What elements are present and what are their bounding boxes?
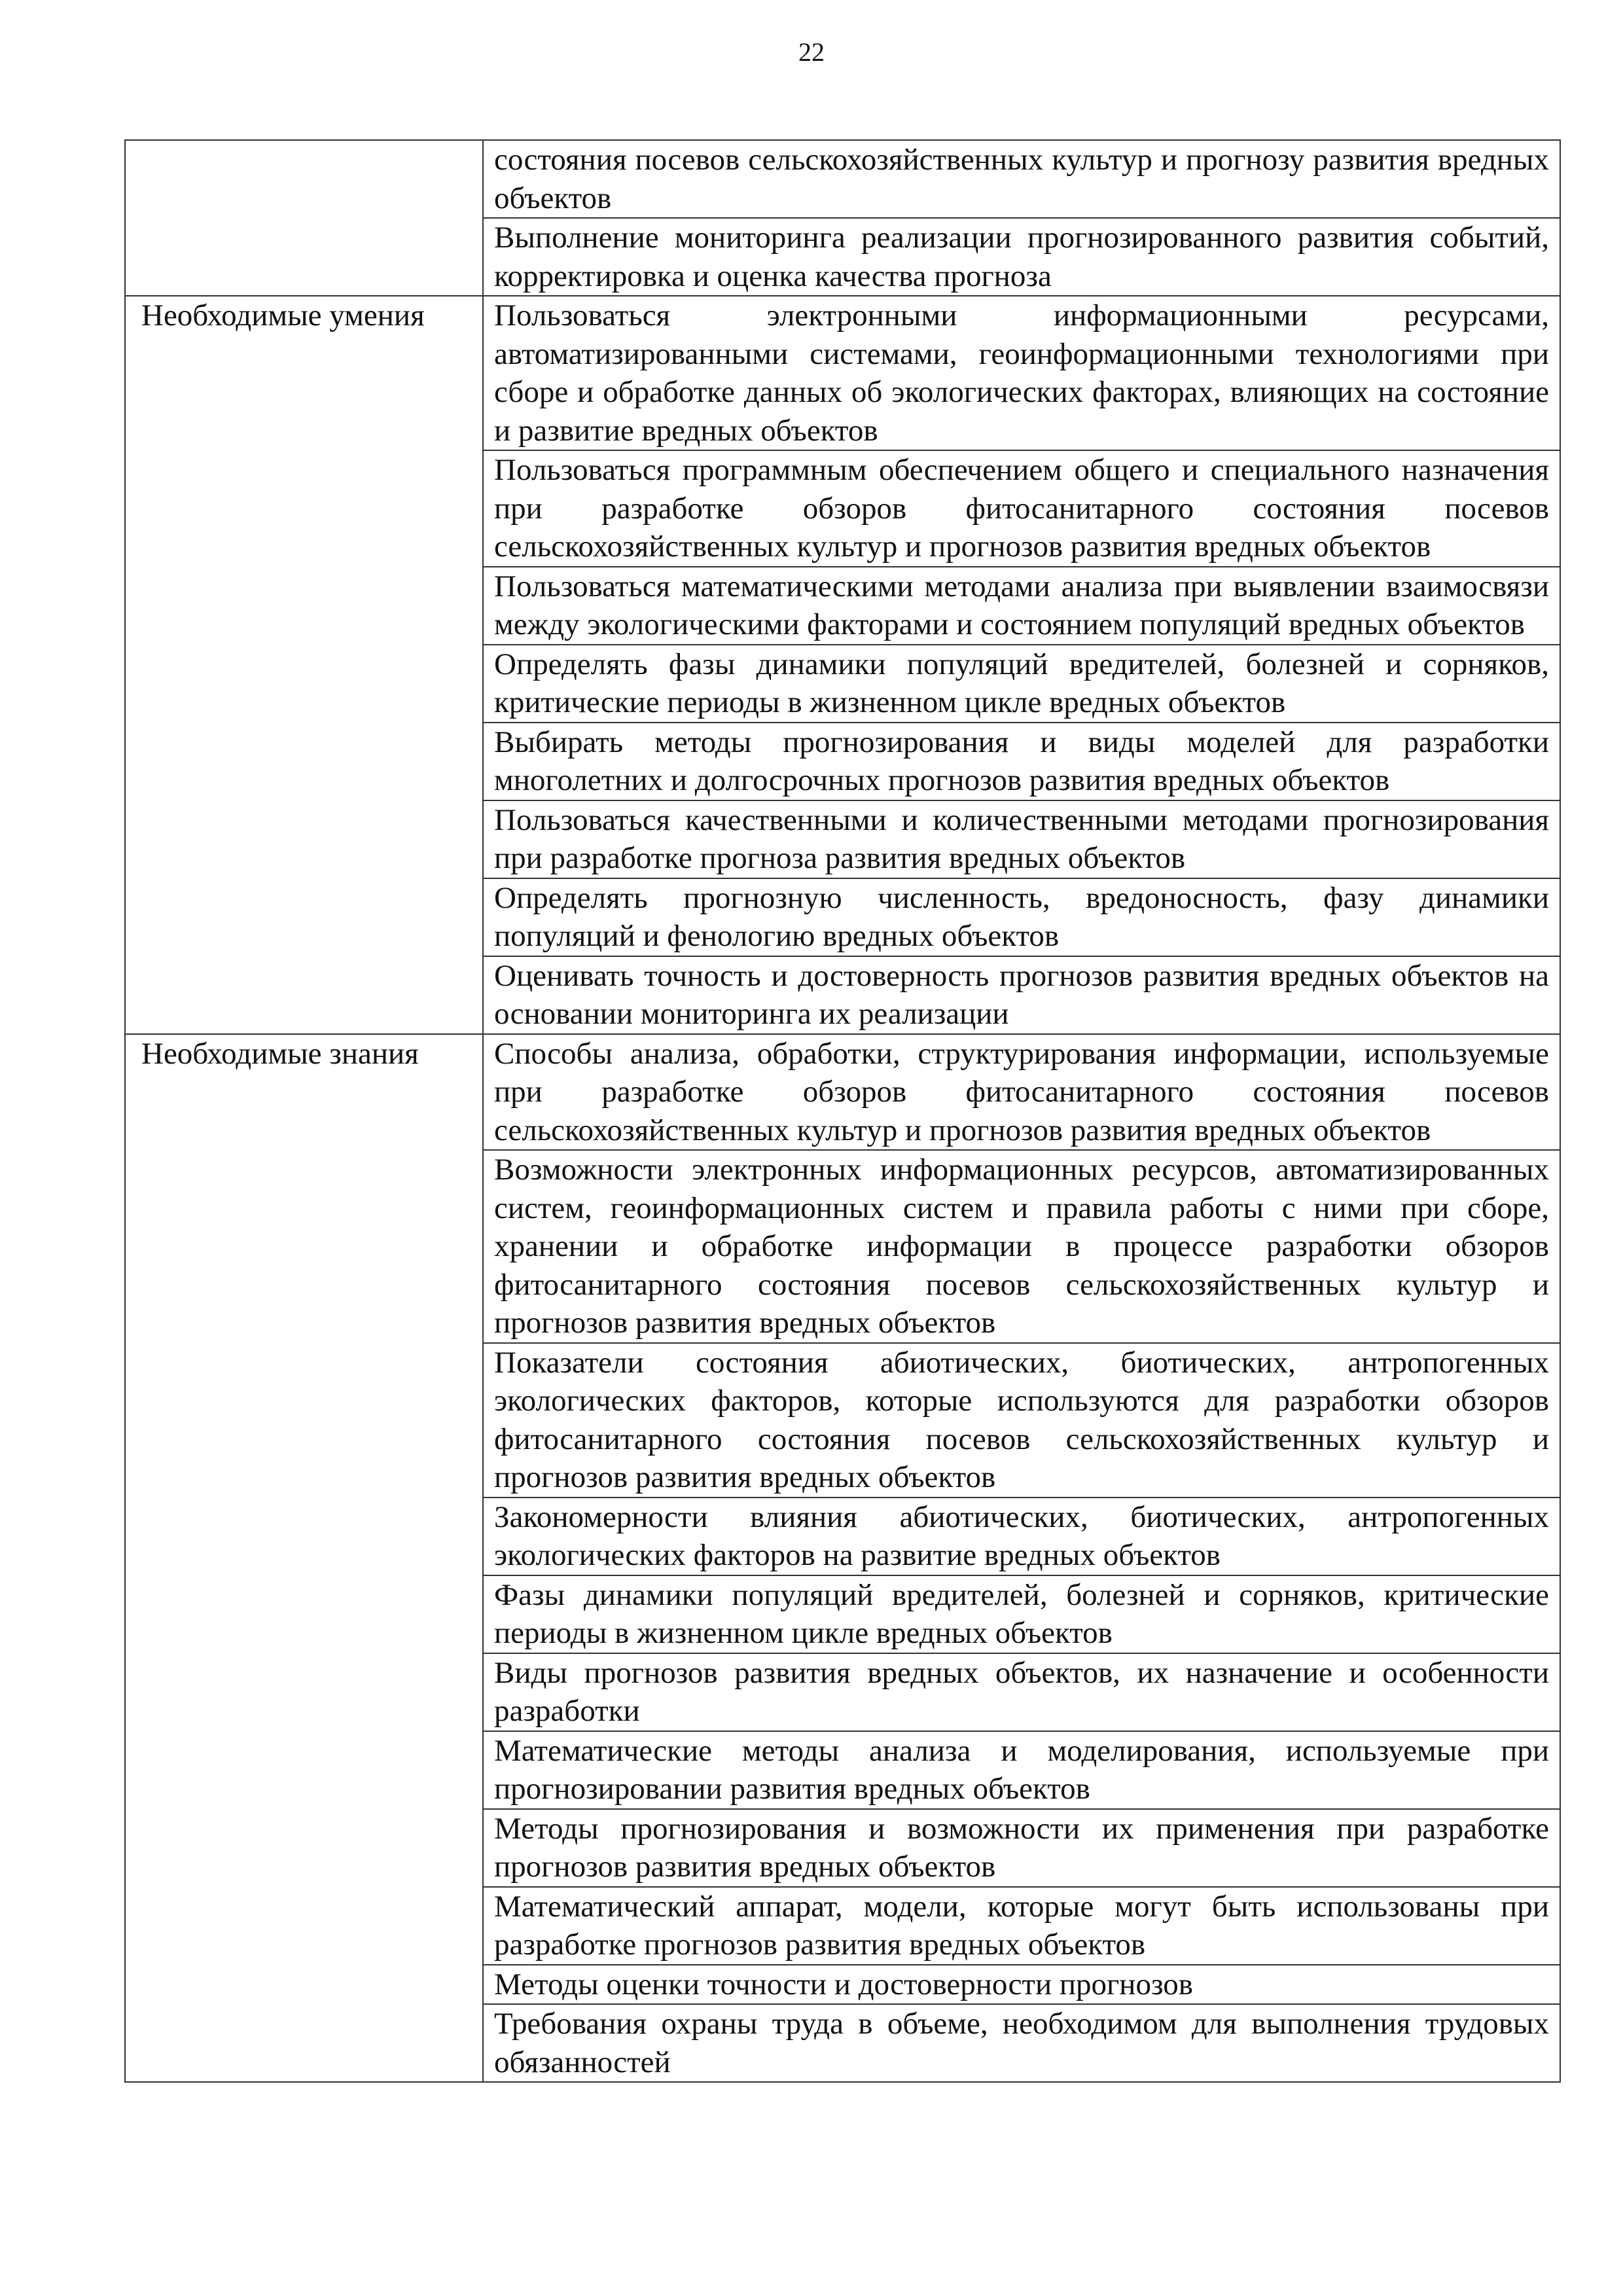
description-cell: Пользоваться электронными информационными ресурсами, автоматизированными системами, геоинформационными технологиями при сборе и обработке данных об экологических факторах, влияющих на состояние и развитие вредных объектов	[483, 296, 1560, 450]
description-cell: Пользоваться программным обеспечением общего и специального назначения при разработке обзоров фитосанитарного состояния посевов сельскохозяйственных культур и прогнозов развития вредных объектов	[483, 450, 1560, 567]
table-row	[125, 296, 1560, 450]
description-cell: Определять фазы динамики популяций вредителей, болезней и сорняков, критические периоды в жизненном цикле вредных объектов	[483, 645, 1560, 723]
description-cell: Пользоваться математическими методами анализа при выявлении взаимосвязи между экологическими факторами и состоянием популяций вредных объектов	[483, 567, 1560, 645]
table-row	[125, 140, 1560, 218]
page-number: 22	[798, 37, 825, 67]
description-cell: Пользоваться качественными и количественными методами прогнозирования при разработке прогноза развития вредных объектов	[483, 800, 1560, 878]
row-label-skills: Необходимые умения	[125, 296, 483, 1034]
description-cell: Определять прогнозную численность, вредоносность, фазу динамики популяций и фенологию вредных объектов	[483, 878, 1560, 956]
description-cell: Математический аппарат, модели, которые могут быть использованы при разработке прогнозов развития вредных объектов	[483, 1887, 1560, 1965]
requirements-table	[124, 139, 1561, 2083]
description-cell: Методы оценки точности и достоверности прогнозов	[483, 1965, 1560, 2005]
description-cell: Оценивать точность и достоверность прогнозов развития вредных объектов на основании мониторинга их реализации	[483, 956, 1560, 1034]
description-cell: Математические методы анализа и моделирования, используемые при прогнозировании развития вредных объектов	[483, 1731, 1560, 1809]
description-cell: Закономерности влияния абиотических, биотических, антропогенных экологических факторов на развитие вредных объектов	[483, 1498, 1560, 1575]
description-cell: Возможности электронных информационных ресурсов, автоматизированных систем, геоинформационных систем и правила работы с ними при сборе, хранении и обработке информации в процессе разработки обзоров фитосанитарного состояния посевов сельскохозяйственных культур и прогнозов развития вредных объектов	[483, 1150, 1560, 1343]
row-label-continued	[125, 140, 483, 296]
description-cell: Выполнение мониторинга реализации прогнозированного развития событий, корректировка и оценка качества прогноза	[483, 218, 1560, 296]
description-cell: Способы анализа, обработки, структурирования информации, используемые при разработке обзоров фитосанитарного состояния посевов сельскохозяйственных культур и прогнозов развития вредных объектов	[483, 1034, 1560, 1151]
description-cell: Выбирать методы прогнозирования и виды моделей для разработки многолетних и долгосрочных прогнозов развития вредных объектов	[483, 723, 1560, 800]
description-cell: состояния посевов сельскохозяйственных культур и прогнозу развития вредных объектов	[483, 140, 1560, 218]
description-cell: Требования охраны труда в объеме, необходимом для выполнения трудовых обязанностей	[483, 2004, 1560, 2082]
description-cell: Фазы динамики популяций вредителей, болезней и сорняков, критические периоды в жизненном цикле вредных объектов	[483, 1575, 1560, 1653]
row-label-knowledge: Необходимые знания	[125, 1034, 483, 2083]
description-cell: Методы прогнозирования и возможности их применения при разработке прогнозов развития вредных объектов	[483, 1809, 1560, 1887]
description-cell: Виды прогнозов развития вредных объектов, их назначение и особенности разработки	[483, 1653, 1560, 1731]
table-row	[125, 1034, 1560, 1151]
description-cell: Показатели состояния абиотических, биотических, антропогенных экологических факторов, которые используются для разработки обзоров фитосанитарного состояния посевов сельскохозяйственных культур и прогнозов развития вредных объектов	[483, 1343, 1560, 1498]
